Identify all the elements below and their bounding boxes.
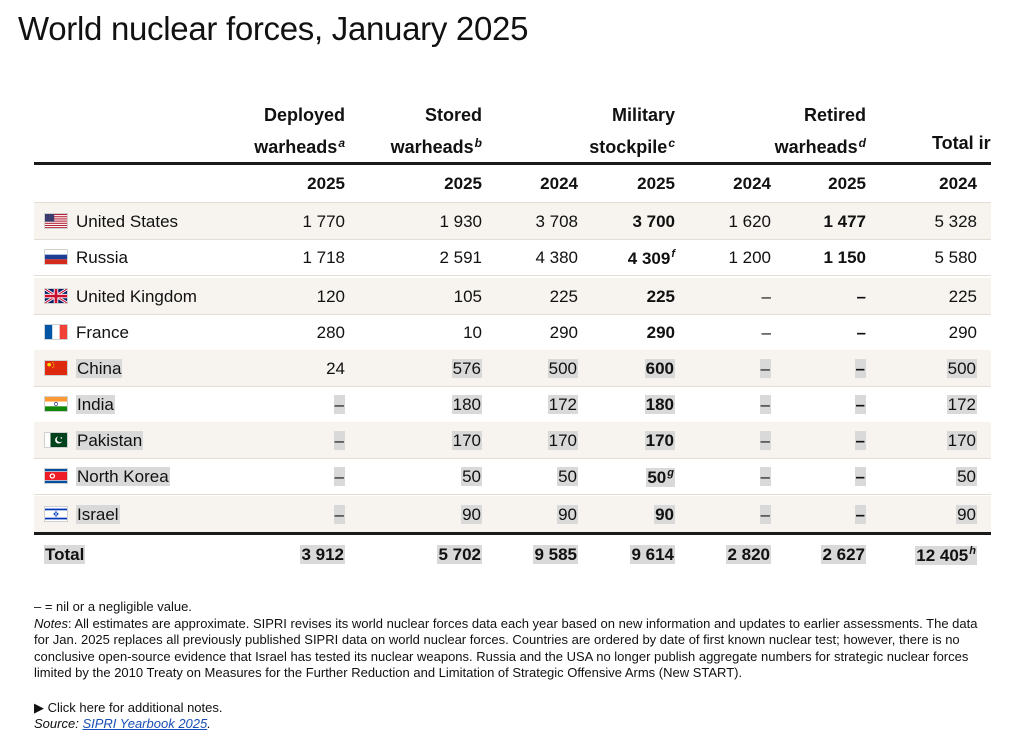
country-name: France — [76, 323, 129, 342]
cell-stored-2025: 170 — [452, 431, 481, 450]
header-deployed-line1: Deployed — [263, 105, 345, 125]
header-deployed-line2: warheads — [254, 137, 338, 157]
cell-military-2025: 600 — [645, 359, 674, 378]
cell-military-2024: 225 — [549, 287, 578, 306]
cell-stored-2025: 105 — [453, 287, 482, 306]
year-total-2024: 2024 — [939, 174, 977, 193]
header-rule — [34, 162, 991, 165]
cell-retired-2025: – — [855, 359, 865, 378]
header-total — [932, 101, 991, 157]
note-marker[interactable]: g — [667, 467, 674, 479]
total-military-2025: 9 614 — [631, 545, 674, 564]
additional-notes-toggle[interactable]: ▶ Click here for additional notes. — [34, 699, 223, 715]
cell-retired-2024: – — [760, 467, 770, 486]
cell-retired-2025: – — [856, 287, 866, 306]
cell-retired-2024: – — [760, 431, 770, 450]
cell-retired-2024: – — [760, 359, 770, 378]
source-line — [34, 716, 994, 733]
cell-deployed-2025: – — [334, 395, 344, 414]
cell-military-2025: 290 — [646, 323, 675, 342]
cell-military-2025: 90 — [655, 505, 674, 524]
cell-deployed-2025: 280 — [316, 323, 345, 342]
total-retired-2025: 2 627 — [822, 545, 865, 564]
header-retired-line1: Retired — [803, 105, 866, 125]
notes-text: : All estimates are approximate. SIPRI revises its world nuclear forces data each year based on new information and updates to earlier assessments. The data for Jan. 2025 replaces all previously published SIPRI data on world nuclear forces. Countries are ordered by date of first known nuclear test; however, there is no conclusive open-source evidence that Israel has tested its nuclear weapons. Russia and the USA no longer publish aggregate numbers for strategic nuclear forces limited by the 2010 Treaty on Measures for the Further Reduction and Limitation of Strategic Offensive Arms (New START). — [34, 615, 978, 680]
country-name: Russia — [76, 248, 128, 267]
table-row — [34, 386, 991, 422]
cell-total-2024: 50 — [957, 467, 976, 486]
divider — [34, 275, 991, 276]
country-name: United Kingdom — [76, 287, 197, 306]
total-label: Total — [45, 545, 85, 564]
cell-stored-2025: 1 930 — [439, 212, 482, 231]
cell-military-2024: 290 — [549, 323, 578, 342]
header-total-line2: Total ir — [932, 133, 991, 153]
cell-retired-2025: – — [855, 431, 865, 450]
table-row — [34, 458, 991, 494]
cell-military-2024: 500 — [548, 359, 577, 378]
note-marker[interactable]: d — [858, 136, 866, 150]
cell-total-2024: 170 — [947, 431, 976, 450]
cell-deployed-2025: 1 718 — [302, 248, 345, 267]
cell-total-2024: 500 — [947, 359, 976, 378]
source-link[interactable]: SIPRI Yearbook 2025 — [82, 716, 208, 731]
cell-stored-2025: 180 — [452, 395, 481, 414]
cell-military-2025: 225 — [646, 287, 675, 306]
note-marker[interactable]: h — [969, 545, 976, 557]
divider — [34, 494, 991, 495]
total-retired-2024: 2 820 — [727, 545, 770, 564]
year-deployed-2025: 2025 — [307, 174, 345, 193]
table-notes — [34, 599, 994, 733]
page-title: World nuclear forces, January 2025 — [18, 10, 529, 47]
table-row — [34, 422, 991, 458]
year-retired-2025: 2025 — [828, 174, 866, 193]
cell-deployed-2025: 24 — [326, 359, 345, 378]
source-label: Source: — [34, 716, 79, 731]
cell-total-2024: 172 — [947, 395, 976, 414]
country-name: India — [77, 395, 114, 414]
cell-retired-2025: 1 477 — [823, 212, 866, 231]
year-stored-2025: 2025 — [444, 174, 482, 193]
cell-stored-2025: 50 — [462, 467, 481, 486]
year-military-2025: 2025 — [637, 174, 675, 193]
cell-retired-2024: 1 200 — [728, 248, 771, 267]
cell-stored-2025: 576 — [452, 359, 481, 378]
header-retired — [34, 101, 866, 161]
cell-deployed-2025: – — [334, 505, 344, 524]
nuclear-forces-table — [34, 0, 991, 580]
cell-total-2024: 290 — [948, 323, 977, 342]
table-row — [34, 239, 991, 275]
table-row — [34, 496, 991, 532]
cell-military-2025: 50$^g$ — [647, 467, 674, 487]
cell-military-2025: 180 — [645, 395, 674, 414]
table-row — [34, 203, 991, 239]
cell-military-2025: 4 309$^f$ — [627, 248, 675, 268]
cell-retired-2025: 1 150 — [823, 248, 866, 267]
cell-military-2024: 4 380 — [535, 248, 578, 267]
country-name: Pakistan — [77, 431, 143, 450]
cell-military-2024: 90 — [558, 505, 577, 524]
note-marker[interactable]: b — [474, 136, 482, 150]
header-stored-line2: warheads — [390, 137, 474, 157]
cell-military-2024: 3 708 — [535, 212, 578, 231]
header-military-line2: stockpile — [589, 137, 668, 157]
note-marker[interactable]: a — [338, 136, 345, 150]
header-military-line1: Military — [611, 105, 675, 125]
cell-deployed-2025: 1 770 — [302, 212, 345, 231]
cell-deployed-2025: – — [334, 467, 344, 486]
cell-retired-2024: – — [761, 323, 771, 342]
total-overall-value: 12 405 — [916, 546, 969, 565]
cell-military-2025: 3 700 — [632, 212, 675, 231]
country-name: United States — [76, 212, 179, 231]
source-end: . — [207, 716, 211, 731]
cell-retired-2024: – — [760, 395, 770, 414]
year-retired-2024: 2024 — [733, 174, 771, 193]
total-deployed-2025: 3 912 — [301, 545, 344, 564]
total-stored-2025: 5 702 — [438, 545, 481, 564]
cell-total-2024: 90 — [957, 505, 976, 524]
cell-retired-2025: – — [855, 505, 865, 524]
note-marker[interactable]: c — [668, 136, 675, 150]
notes-paragraph — [34, 616, 994, 682]
cell-total-2024: 5 580 — [934, 248, 977, 267]
total-rule — [34, 532, 991, 535]
header-retired-line2: warheads — [774, 137, 858, 157]
nil-legend: – = nil or a negligible value. — [34, 599, 192, 614]
table-row — [34, 278, 991, 314]
total-military-2024: 9 585 — [534, 545, 577, 564]
country-name: North Korea — [77, 467, 169, 486]
cell-stored-2025: 90 — [462, 505, 481, 524]
cell-military-2024: 50 — [558, 467, 577, 486]
cell-retired-2024: 1 620 — [728, 212, 771, 231]
cell-stored-2025: 2 591 — [439, 248, 482, 267]
cell-military-2024: 170 — [548, 431, 577, 450]
table-row — [34, 350, 991, 386]
cell-retired-2025: – — [856, 323, 866, 342]
cell-retired-2025: – — [855, 395, 865, 414]
header-stored-line1: Stored — [424, 105, 482, 125]
cell-deployed-2025: 120 — [316, 287, 345, 306]
cell-retired-2024: – — [760, 505, 770, 524]
cell-total-2024: 225 — [948, 287, 977, 306]
total-overall-2024 — [915, 546, 977, 565]
cell-military-2024: 172 — [548, 395, 577, 414]
cell-deployed-2025: – — [334, 431, 344, 450]
cell-military-2025: 170 — [645, 431, 674, 450]
cell-retired-2024: – — [761, 287, 771, 306]
cell-stored-2025: 10 — [463, 323, 482, 342]
year-military-2024: 2024 — [540, 174, 578, 193]
country-name: Israel — [77, 505, 119, 524]
note-marker[interactable]: f — [671, 248, 675, 260]
table-row — [34, 314, 991, 350]
cell-retired-2025: – — [855, 467, 865, 486]
country-name: China — [77, 359, 122, 378]
notes-label: Notes — [34, 615, 68, 631]
cell-total-2024: 5 328 — [934, 212, 977, 231]
